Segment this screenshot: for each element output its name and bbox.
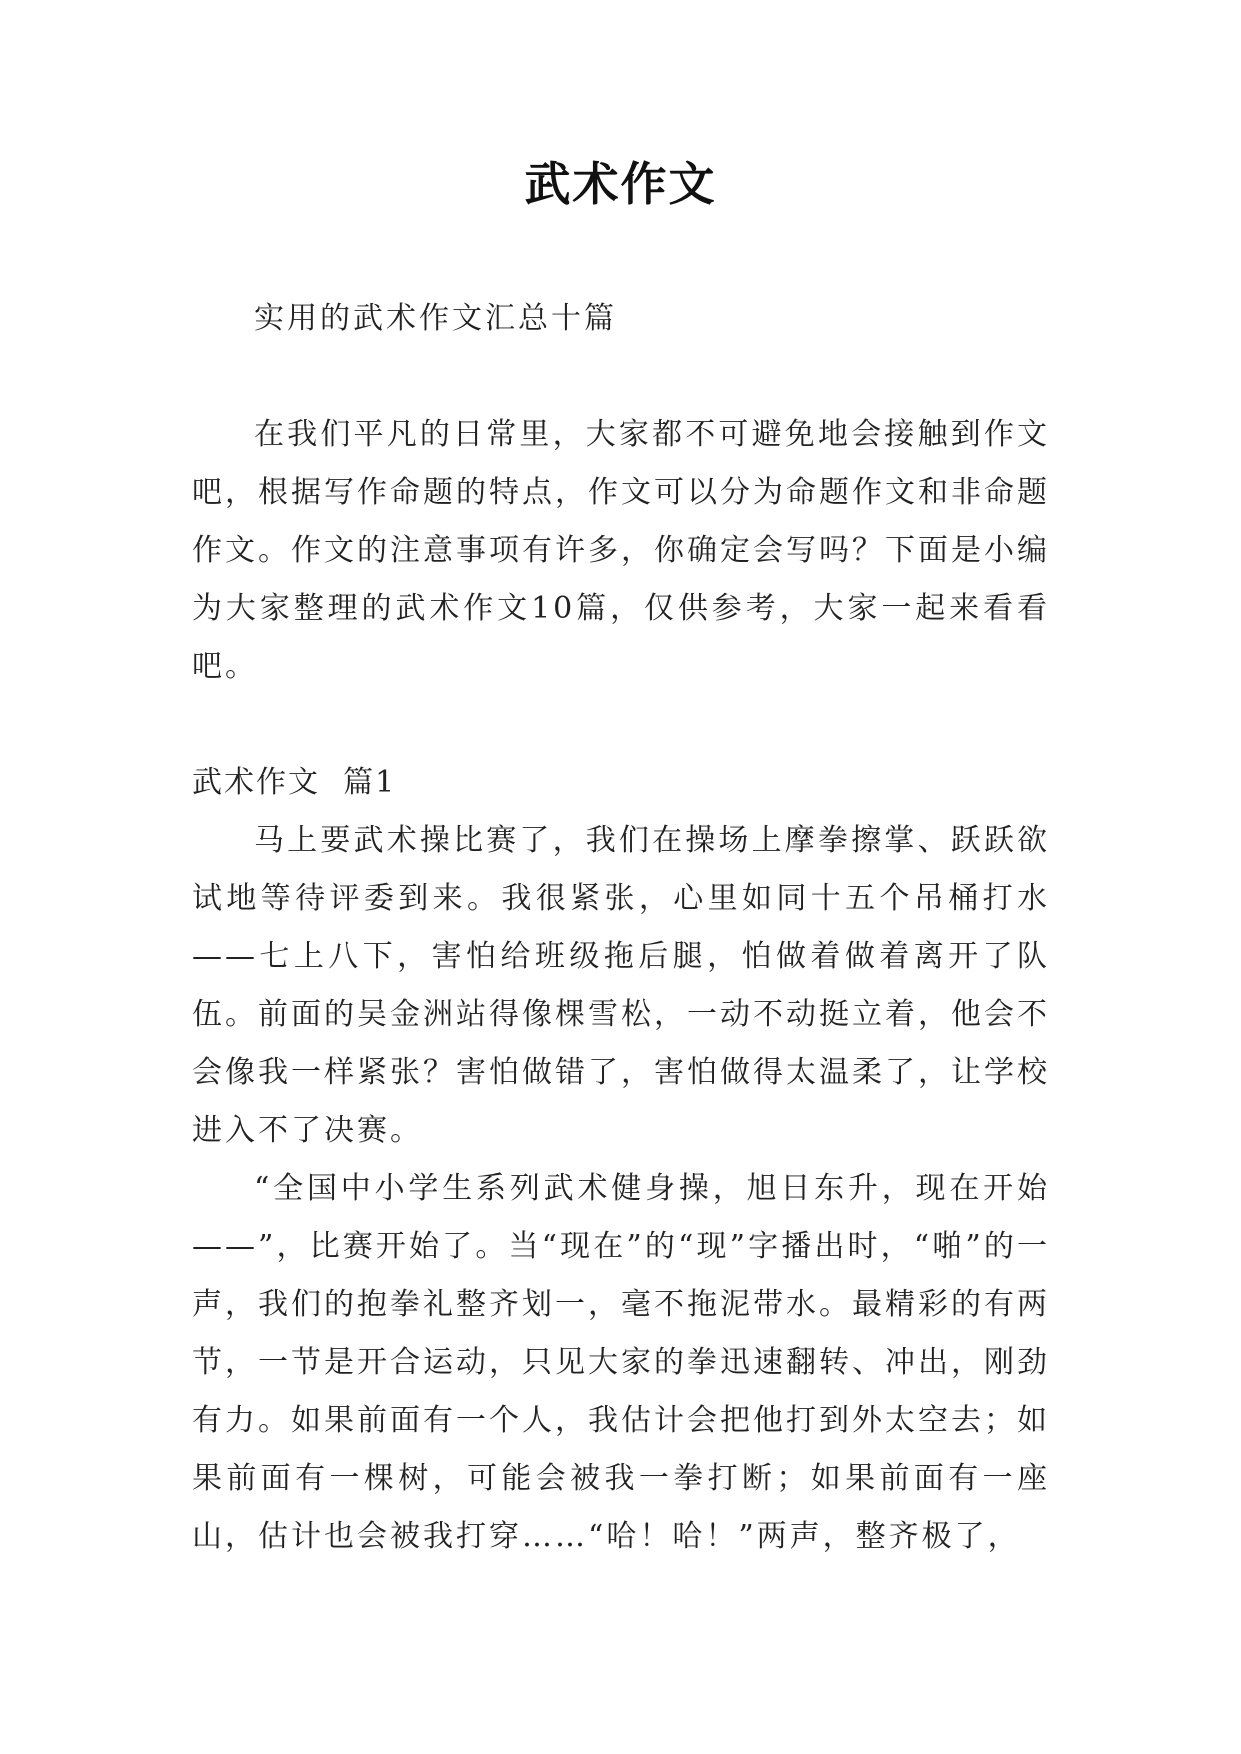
- document-title: 武术作文: [524, 157, 717, 211]
- section-heading: 武术作文 篇1: [192, 765, 397, 800]
- body-paragraph-1: 马上要武术操比赛了，我们在操场上摩拳擦掌、跃跃欲试地等待评委到来。我很紧张，心里如同十五个吊桶打水——七上八下，害怕给班级拖后腿，怕做着做着离开了队伍。前面的吴金洲站得像棵雪松，一动不动挺立着，他会不会像我一样紧张？害怕做错了，害怕做得太温柔了，让学校进入不了决赛。: [192, 823, 1050, 1148]
- document-body: [192, 290, 1050, 1566]
- body-paragraph-2: “全国中小学生系列武术健身操，旭日东升，现在开始——”，比赛开始了。当“现在”的“现”字播出时，“啪”的一声，我们的抱拳礼整齐划一，毫不拖泥带水。最精彩的有两节，一节是开合运动，只见大家的拳迅速翻转、冲出，刚劲有力。如果前面有一个人，我估计会把他打到外太空去；如果前面有一棵树，可能会被我一拳打断；如果前面有一座山，估计也会被我打穿……“哈！哈！”两声，整齐极了，: [192, 1171, 1050, 1554]
- intro-paragraph: 在我们平凡的日常里，大家都不可避免地会接触到作文吧，根据写作命题的特点，作文可以分为命题作文和非命题作文。作文的注意事项有许多，你确定会写吗？下面是小编为大家整理的武术作文10篇，仅供参考，大家一起来看看吧。: [192, 417, 1050, 684]
- document-subtitle: 实用的武术作文汇总十篇: [254, 301, 617, 336]
